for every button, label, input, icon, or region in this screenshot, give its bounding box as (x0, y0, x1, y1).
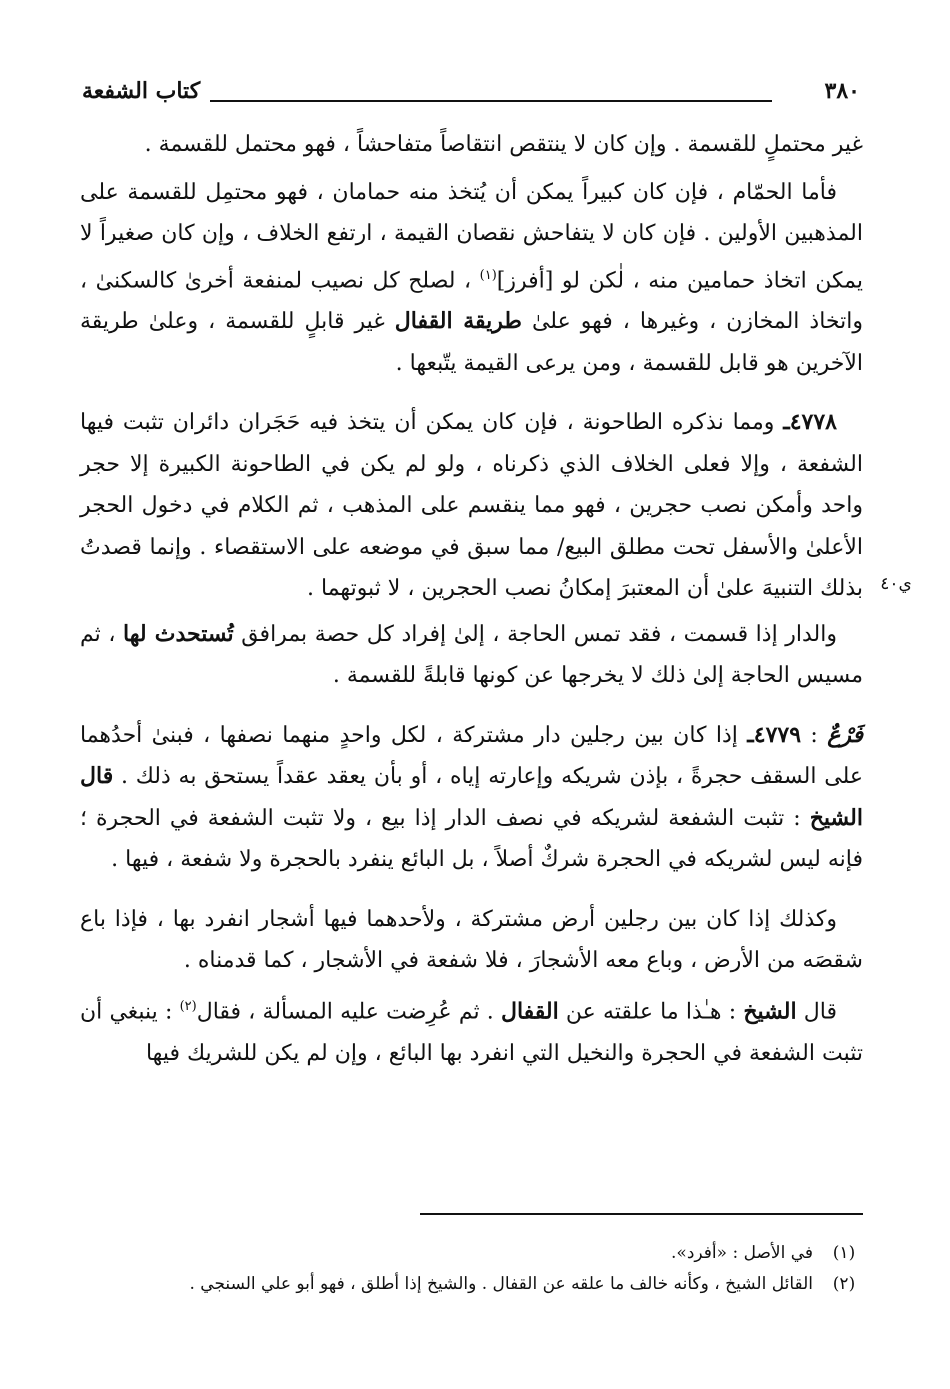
book-title: كتاب الشفعة (82, 78, 201, 104)
footnote-number: (٢) (832, 1274, 856, 1294)
paragraph-text: ، ثم مسيس الحاجة إلىٰ ذلك لا يخرجها عن كونها قابلةً للقسمة . (80, 621, 863, 689)
footnote-number: (١) (832, 1243, 856, 1263)
footnote-text: في الأصل : «أفرد». (671, 1243, 813, 1263)
separator: : (801, 722, 828, 748)
paragraph-7 (80, 986, 863, 1074)
page-header (82, 78, 860, 112)
issue-number: ٤٧٧٩ـ (747, 721, 802, 748)
footnotes (80, 1238, 863, 1300)
header-rule (210, 100, 772, 102)
page-number: ٣٨٠ (824, 78, 860, 104)
paragraph-2 (80, 172, 863, 385)
footnote-text: القائل الشيخ ، وكأنه خالف ما علقه عن القفال . والشيخ إذا أطلق ، فهو أبو علي السنجي . (189, 1274, 813, 1294)
section-label: فَرْعٌ (827, 721, 863, 748)
paragraph-text: : هـٰذا ما علقته عن (558, 999, 744, 1025)
bold-term: تُستحدث لها (123, 620, 234, 647)
paragraph-text: . ثم عُرِضت عليه المسألة ، فقال (196, 999, 501, 1025)
paragraph-text: والدار إذا قسمت ، فقد تمس الحاجة ، إلىٰ إفراد كل حصة بمرافق (233, 621, 837, 647)
paragraph-5 (80, 715, 863, 881)
footnote-ref: (١) (479, 267, 497, 283)
bold-term: الشيخ (743, 998, 797, 1025)
bold-term: طريقة القفال (394, 308, 522, 335)
paragraph-text: غير قابلٍ للقسمة ، وعلىٰ طريقة الآخرين هو قابل للقسمة ، ومن يرعى القيمة يتّبعها . (80, 309, 863, 376)
margin-note: ي٤٠ (880, 574, 912, 594)
paragraph-text: قال (796, 999, 837, 1025)
paragraph-text: فأما الحمّام ، فإن كان كبيراً يمكن أن يُتخذ منه حمامان ، فهو محتمِل للقسمة على المذهبين الأولين . فإن كان لا يتفاحش نقصان القيمة ، ارتفع الخلاف ، وإن كان صغيراً لا يمكن اتخاذ حمامين منه ، لٰكن لو [أفرز] (80, 179, 863, 293)
main-text (80, 124, 863, 1074)
paragraph-text: : ينبغي أن تثبت الشفعة في الحجرة والنخيل التي انفرد بها البائع ، وإن لم يكن للشريك فيها (80, 999, 863, 1066)
footnote-item (80, 1269, 863, 1300)
footnote-ref: (٢) (179, 998, 197, 1014)
paragraph-text: إذا كان بين رجلين دار مشتركة ، لكل واحدٍ منهما نصفها ، فبنىٰ أحدُهما على السقف حجرةً ، بإذن شريكه وإعارته إياه ، أو بأن يعقد عقداً يستحق به ذلك . (80, 722, 863, 790)
footnote-rule (420, 1213, 863, 1215)
issue-number: ٤٧٧٨ـ (783, 409, 837, 436)
paragraph-3 (80, 402, 863, 610)
paragraph-4 (80, 614, 863, 697)
paragraph-text: ، لصلح كل نصيب لمنفعة أخرىٰ كالسكنىٰ ، واتخاذ المخازن ، وغيرها ، فهو علىٰ (80, 267, 863, 335)
paragraph-text: غير محتملٍ للقسمة . وإن كان لا ينتقص انتقاصاً متفاحشاً ، فهو محتمل للقسمة . (144, 132, 863, 157)
paragraph-6 (80, 899, 863, 982)
paragraph-1 (80, 124, 863, 166)
bold-term: القفال (500, 998, 559, 1025)
footnote-item (80, 1238, 863, 1269)
paragraph-text: وكذلك إذا كان بين رجلين أرض مشتركة ، ولأحدهما فيها أشجار انفرد بها ، فإذا باع شقصَه من الأرض ، وباع معه الأشجارَ ، فلا شفعة في الأشجار ، كما قدمناه . (80, 906, 863, 974)
bold-term: قال الشيخ (80, 763, 863, 831)
paragraph-text: ومما نذكره الطاحونة ، فإن كان يمكن أن يتخذ فيه حَجَران دائران تثبت فيها الشفعة ، وإلا فعلى الخلاف الذي ذكرناه ، ولو لم يكن في الطاحونة الكبيرة إلا حجر واحد وأمكن نصب حجرين ، فهو مما ينقسم على المذهب ، ثم الكلام في دخول الحجر الأعلىٰ والأسفل تحت مطلق البيع/ مما سبق في موضعه على الاستقصاء . وإنما قصدتُ بذلك التنبيهَ علىٰ أن المعتبرَ إمكانُ نصب الحجرين ، لا ثبوتهما . (80, 410, 863, 602)
paragraph-text: : تثبت الشفعة لشريكه في نصف الدار إذا بيع ، ولا تثبت الشفعة في الحجرة ؛ فإنه ليس لشريكه في الحجرة شركٌ أصلاً ، بل البائع ينفرد بالحجرة ولا شفعة ، فيها . (80, 805, 863, 873)
